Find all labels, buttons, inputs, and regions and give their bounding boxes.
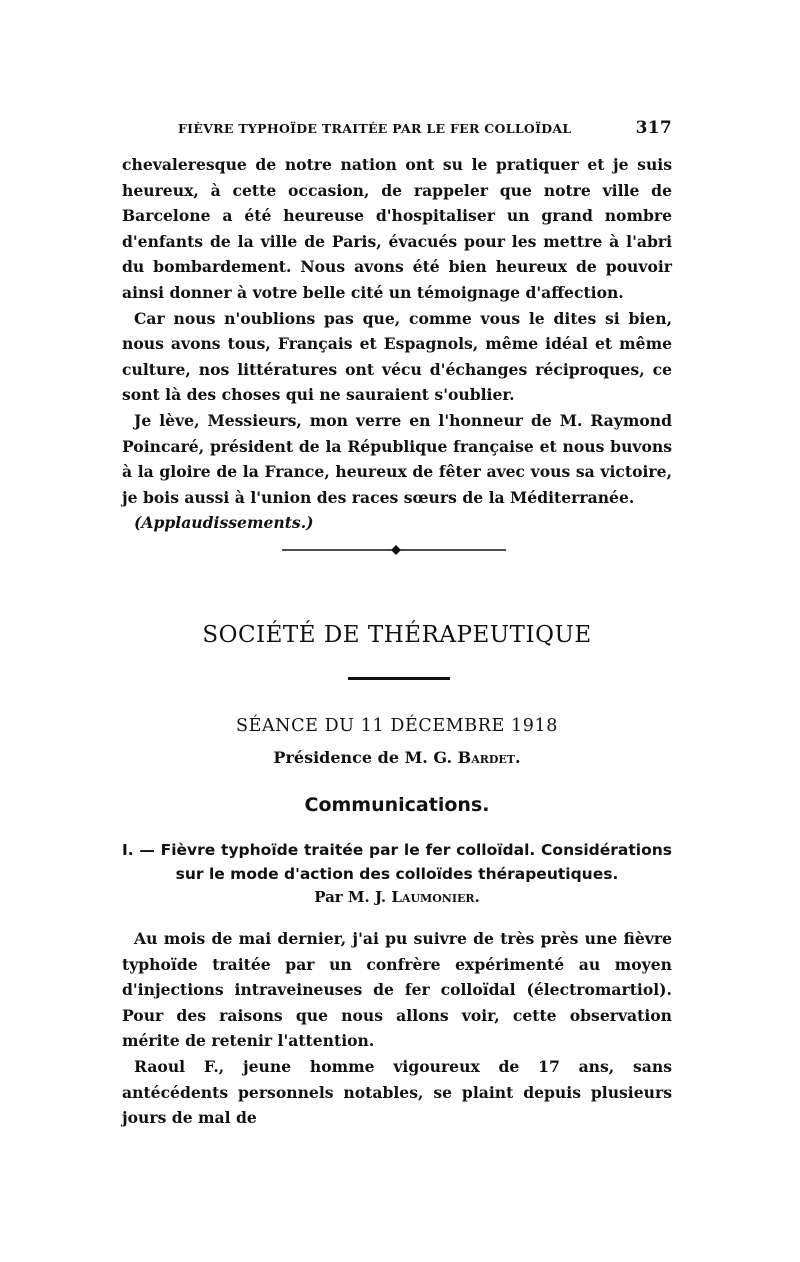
article-title-line1: I. — Fièvre typhoïde traitée par le fer colloïdal. Considérations	[122, 841, 672, 859]
seance-heading: SÉANCE DU 11 DÉCEMBRE 1918	[235, 716, 558, 736]
article-paragraph: Raoul F., jeune homme vigoureux de 17 ans, sans antécédents personnels notables, se plaint depuis plusieurs jours de mal de	[122, 1056, 672, 1128]
speech-paragraph: chevaleresque de notre nation ont su le pratiquer et je suis heureux, à cette occasion, de rappeler que notre ville de Barcelone a été heureuse d'hospitaliser un grand nombre d'enfants de la ville de Paris, évacués pour les mettre à l'abri du bombardement. Nous avons été bien heureux de pouvoir ainsi donner à votre belle cité un témoignage d'affection.	[122, 155, 672, 302]
article-text	[122, 926, 672, 1131]
section-title: SOCIÉTÉ DE THÉRAPEUTIQUE	[202, 622, 592, 648]
author-prefix: Par M. J.	[314, 888, 387, 906]
author-name: Laumonier	[391, 888, 475, 906]
presidence-prefix: Présidence de M. G.	[273, 748, 453, 767]
speech-paragraph: Je lève, Messieurs, mon verre en l'honneur de M. Raymond Poincaré, président de la République française et nous buvons à la gloire de la France, heureux de fêter avec vous sa victoire, je bois aussi à l'union des races sœurs de la Méditerranée.	[122, 410, 672, 507]
presidence-name: Bardet	[457, 748, 515, 767]
running-head-title: FIÈVRE TYPHOÏDE TRAITÉE PAR LE FER COLLOÏDAL	[178, 121, 572, 136]
title-rule	[348, 677, 450, 680]
page-number: 317	[635, 118, 672, 138]
article-paragraph: Au mois de mai dernier, j'ai pu suivre de très près une fièvre typhoïde traitée par un confrère expérimenté au moyen d'injections intraveineuses de fer colloïdal (électromartiol). Pour des raisons que nous allons voir, cette observation mérite de retenir l'attention.	[122, 929, 672, 1051]
ornament-diamond	[391, 545, 401, 555]
ornament-divider	[282, 544, 512, 556]
article-title	[122, 838, 672, 886]
speech-paragraph: Car nous n'oublions pas que, comme vous le dites si bien, nous avons tous, Français et Espagnols, même idéal et même culture, nos littératures ont vécu d'échanges réciproques, ce sont là des choses qui ne sauraient s'oublier.	[122, 308, 672, 405]
speech-text	[122, 152, 672, 536]
presidence-line	[122, 748, 672, 767]
article-title-line2: sur le mode d'action des colloïdes thérapeutiques.	[175, 865, 619, 883]
running-head	[122, 118, 672, 140]
author-suffix: .	[474, 888, 480, 906]
presidence-suffix: .	[514, 748, 521, 767]
communications-heading: Communications.	[304, 794, 490, 816]
article-author	[122, 888, 672, 906]
applause-note: (Applaudissements.)	[134, 513, 314, 533]
